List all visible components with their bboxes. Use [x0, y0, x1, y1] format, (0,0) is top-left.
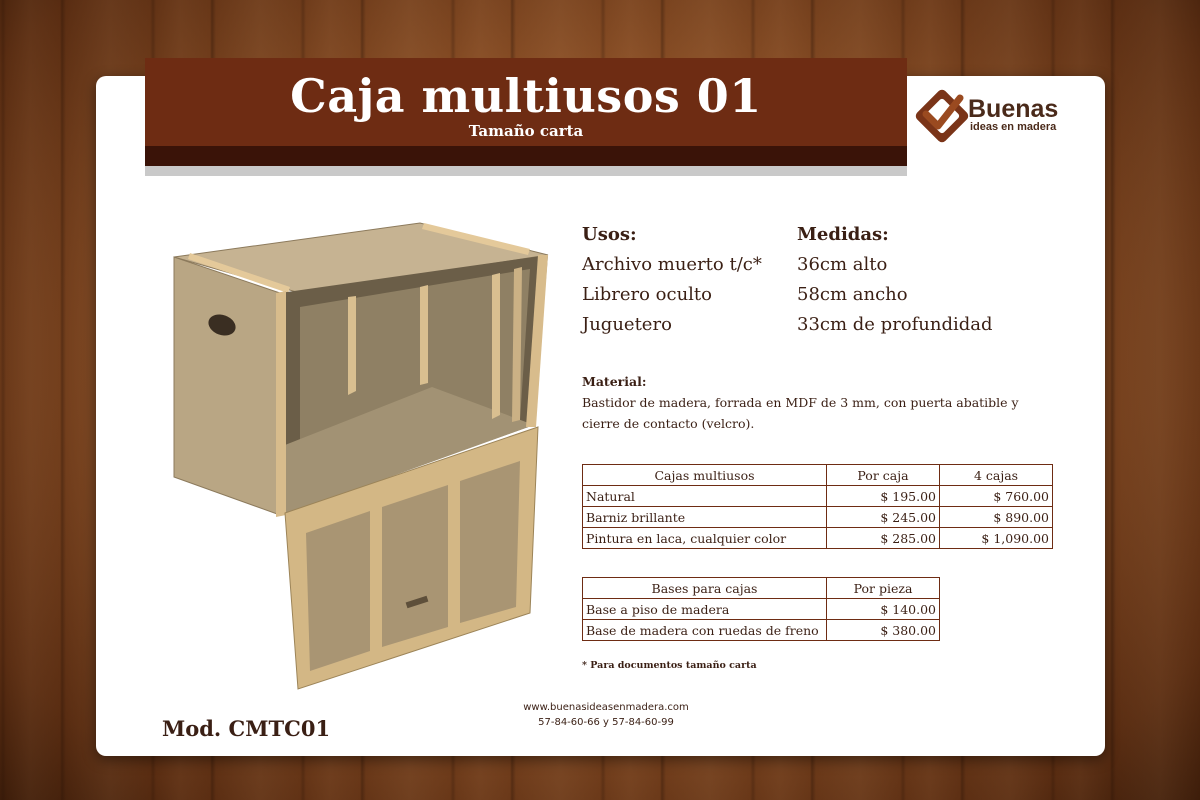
boxes-price-table [582, 464, 1053, 549]
measure-item: 33cm de profundidad [797, 314, 993, 335]
footnote: * Para documentos tamaño carta [582, 660, 757, 671]
page-subtitle: Tamaño carta [468, 122, 584, 140]
use-item: Archivo muerto t/c* [582, 254, 762, 275]
uses-column [582, 220, 792, 340]
table-cell: Base a piso de madera [583, 599, 827, 620]
table-cell: $ 285.00 [827, 528, 940, 549]
use-item: Librero oculto [582, 284, 712, 305]
measure-item: 58cm ancho [797, 284, 908, 305]
website-link[interactable]: www.buenasideasenmadera.com [523, 702, 689, 713]
material-section [582, 371, 1042, 434]
title-banner [145, 58, 907, 146]
table-cell: Natural [583, 486, 827, 507]
table-cell: Barniz brillante [583, 507, 827, 528]
column-header: Bases para cajas [583, 578, 827, 599]
table-cell: $ 380.00 [827, 620, 940, 641]
table-cell: Pintura en laca, cualquier color [583, 528, 827, 549]
table-cell: $ 1,090.00 [940, 528, 1053, 549]
title-underline-dark [145, 146, 907, 166]
table-cell: $ 140.00 [827, 599, 940, 620]
table-header-row [583, 578, 940, 599]
table-cell: $ 890.00 [940, 507, 1053, 528]
contact-info [506, 700, 706, 730]
table-row [583, 507, 1053, 528]
logo-name: Buenas [968, 95, 1059, 123]
table-row [583, 620, 940, 641]
logo-tagline: ideas en madera [970, 121, 1057, 133]
table-cell: $ 760.00 [940, 486, 1053, 507]
material-text: Bastidor de madera, forrada en MDF de 3 mm, con puerta abatible y cierre de contacto (velcro). [582, 395, 1019, 431]
measure-item: 36cm alto [797, 254, 888, 275]
model-code: Mod. CMTC01 [162, 716, 331, 741]
measures-column [797, 220, 1027, 340]
table-cell: $ 245.00 [827, 507, 940, 528]
column-header: Por pieza [827, 578, 940, 599]
column-header: Por caja [827, 465, 940, 486]
phone-numbers: 57-84-60-66 y 57-84-60-99 [538, 717, 674, 728]
table-row [583, 528, 1053, 549]
uses-heading: Usos: [582, 224, 637, 245]
column-header: Cajas multiusos [583, 465, 827, 486]
measures-heading: Medidas: [797, 224, 889, 245]
table-header-row [583, 465, 1053, 486]
material-label: Material: [582, 374, 647, 389]
wooden-box-illustration [170, 215, 560, 695]
column-header: 4 cajas [940, 465, 1053, 486]
bases-price-table [582, 577, 940, 641]
table-row [583, 486, 1053, 507]
table-cell: $ 195.00 [827, 486, 940, 507]
table-cell: Base de madera con ruedas de freno [583, 620, 827, 641]
page-title: Caja multiusos 01 [290, 69, 762, 123]
use-item: Juguetero [582, 314, 672, 335]
table-row [583, 599, 940, 620]
title-underline-grey [145, 166, 907, 176]
